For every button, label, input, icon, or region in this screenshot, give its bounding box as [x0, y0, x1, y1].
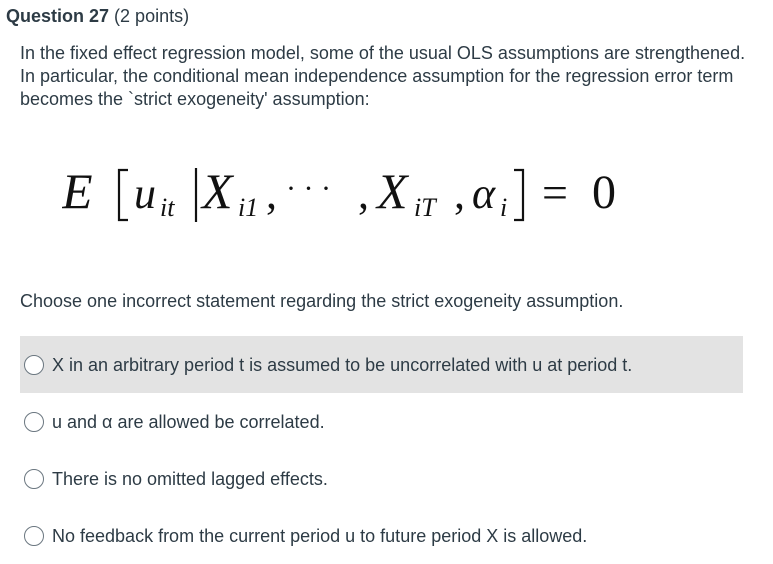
eq-right-bracket	[514, 170, 523, 220]
eq-equals: =	[542, 167, 568, 218]
eq-x1-subscript: i1	[238, 193, 259, 222]
answer-label: u and α are allowed be correlated.	[52, 411, 325, 432]
answer-option-1[interactable]	[20, 336, 743, 393]
eq-alpha-subscript: i	[500, 193, 508, 222]
eq-comma-3: ,	[454, 169, 465, 218]
question-points: (2 points)	[114, 6, 190, 26]
eq-xt-subscript: iT	[414, 193, 436, 222]
eq-comma-1: ,	[266, 169, 277, 218]
eq-xt: X	[377, 163, 408, 219]
answer-label: There is no omitted lagged effects.	[52, 468, 328, 489]
radio-button[interactable]	[24, 412, 44, 432]
eq-expectation: E	[62, 163, 93, 219]
answer-label: No feedback from the current period u to future period X is allowed.	[52, 525, 588, 546]
eq-x1: X	[202, 163, 233, 219]
answer-option-2[interactable]	[20, 393, 743, 450]
radio-button[interactable]	[24, 526, 44, 546]
answer-prompt: Choose one incorrect statement regarding the strict exogeneity assumption.	[20, 291, 624, 311]
eq-alpha: α	[472, 169, 496, 218]
answer-list	[20, 336, 743, 564]
question-text: In the fixed effect regression model, some of the usual OLS assumptions are strengthened. In particular, the conditional mean independence assumption for the regression error term becomes the `strict exogeneity' assumption:	[20, 43, 746, 109]
answer-option-4[interactable]	[20, 507, 743, 564]
eq-u-subscript: it	[160, 193, 175, 222]
question-header	[6, 5, 189, 27]
answer-option-3[interactable]	[20, 450, 743, 507]
answer-label: X in an arbitrary period t is assumed to be uncorrelated with u at period t.	[52, 354, 633, 375]
question-title: Question 27	[6, 6, 110, 26]
radio-button[interactable]	[24, 355, 44, 375]
equation-svg	[62, 160, 742, 230]
eq-dots: · · ·	[286, 172, 331, 205]
eq-zero: 0	[592, 166, 616, 219]
eq-left-bracket	[119, 170, 128, 220]
eq-comma-2: ,	[358, 169, 369, 218]
eq-u: u	[134, 169, 156, 218]
radio-button[interactable]	[24, 469, 44, 489]
strict-exogeneity-equation	[62, 160, 742, 230]
